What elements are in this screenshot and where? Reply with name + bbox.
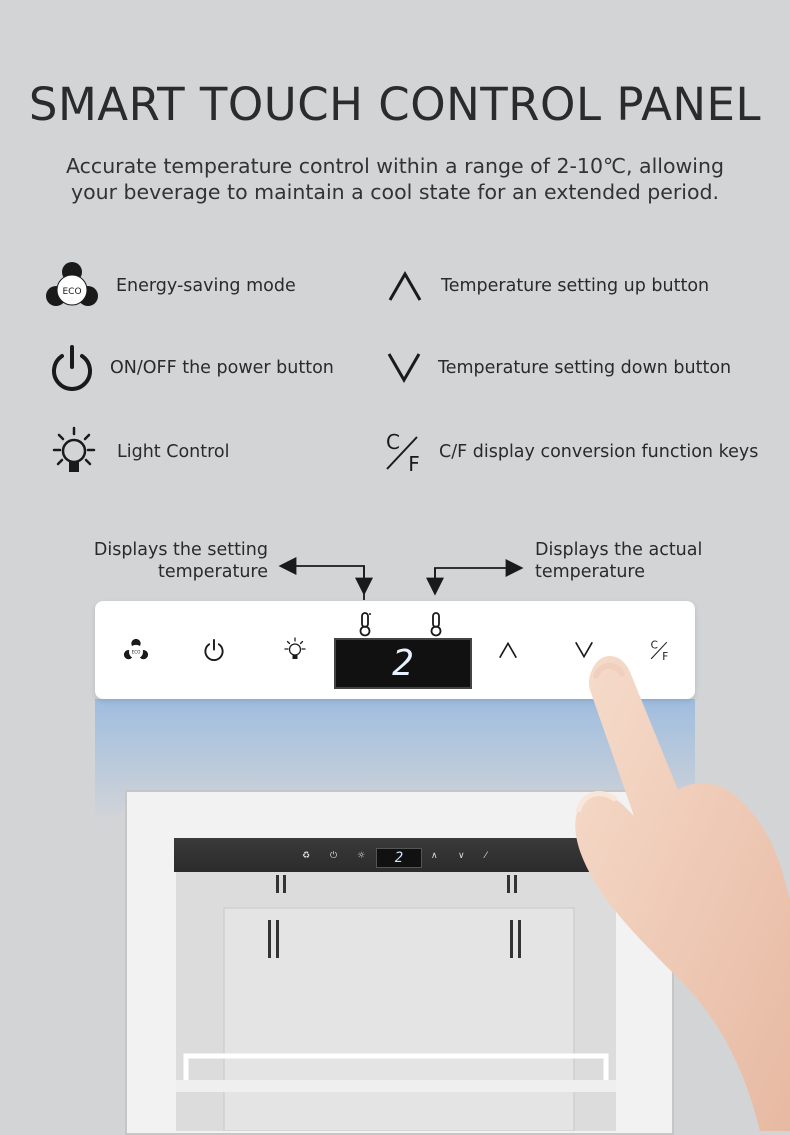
page-title: SMART TOUCH CONTROL PANEL <box>28 78 762 131</box>
fridge-down-icon: ∨ <box>458 851 465 861</box>
panel-eco-button[interactable] <box>117 631 155 669</box>
panel-light-button[interactable] <box>276 631 314 669</box>
pointing-hand-image <box>560 640 790 1131</box>
fridge-display: 2 <box>376 848 422 868</box>
thermometer-setting-icon <box>357 611 373 637</box>
panel-light-icon <box>281 636 309 664</box>
panel-cf-f: F <box>662 650 669 662</box>
feature-power-label: ON/OFF the power button <box>110 358 334 378</box>
subtitle-line-2: your beverage to maintain a cool state for an extended period. <box>70 180 720 204</box>
cf-icon-c: C <box>386 430 400 454</box>
setting-arrow <box>282 566 364 600</box>
annotation-setting-line-1: Displays the setting <box>93 540 268 560</box>
annotation-actual-line-1: Displays the actual <box>535 540 703 560</box>
subtitle-line-1: Accurate temperature control within a range of 2-10℃, allowing <box>65 154 725 178</box>
fridge-light-icon: ☼ <box>357 851 366 861</box>
annotation-actual-line-2: temperature <box>535 562 645 582</box>
panel-power-icon <box>202 638 226 662</box>
panel-eco-icon <box>123 637 149 663</box>
temperature-display-value: 2 <box>392 643 414 684</box>
feature-light-label: Light Control <box>117 442 230 462</box>
panel-power-button[interactable] <box>195 631 233 669</box>
panel-up-icon <box>497 639 519 661</box>
panel-cf-c: C <box>650 639 658 652</box>
panel-up-button[interactable] <box>489 631 527 669</box>
fridge-power-icon: ⏻ <box>330 851 338 861</box>
annotation-setting-line-2: temperature <box>158 562 268 582</box>
fridge-cf-icon: ⁄ <box>485 851 487 861</box>
thermometer-actual-icon <box>428 611 444 637</box>
panel-eco-text: ECO <box>131 649 141 655</box>
feature-down-label: Temperature setting down button <box>438 358 732 378</box>
fridge-interior <box>176 870 616 1131</box>
fridge-up-icon: ∧ <box>431 851 438 861</box>
fridge-eco-icon: ♻ <box>302 851 311 861</box>
feature-cf-label: C/F display conversion function keys <box>439 442 759 462</box>
eco-icon-text: ECO <box>62 287 82 297</box>
temperature-display <box>334 638 472 689</box>
feature-up-label: Temperature setting up button <box>441 276 710 296</box>
feature-eco-label: Energy-saving mode <box>116 276 296 296</box>
cf-icon-f: F <box>408 452 420 475</box>
actual-arrow <box>435 568 520 592</box>
